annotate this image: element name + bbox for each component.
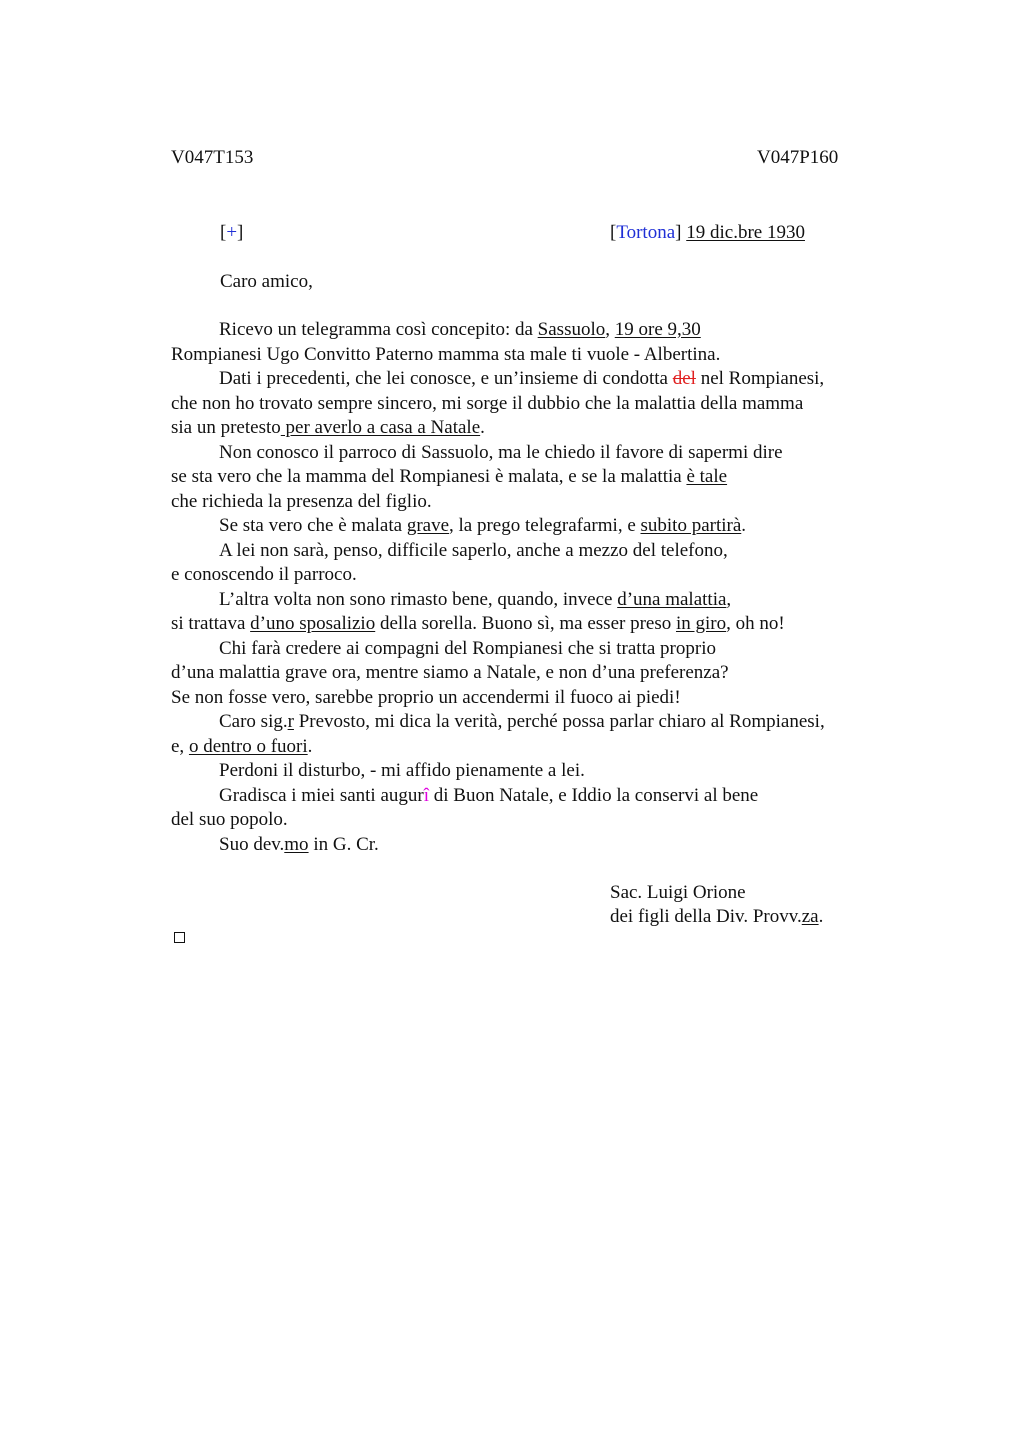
underlined-phrase: subito partirà (640, 515, 742, 536)
body-line (219, 442, 783, 464)
place-name: Tortona (616, 222, 676, 243)
body-line (219, 785, 758, 807)
body-line (219, 760, 585, 782)
signature-title (610, 906, 823, 928)
text-run: di Buon Natale, e Iddio la conservi al bene (429, 784, 759, 806)
cross-bracket-close: ] (237, 222, 244, 243)
body-line (219, 319, 701, 341)
underlined-phrase: in giro (675, 613, 727, 634)
body-line (171, 809, 288, 831)
body-line (219, 638, 716, 660)
place-bracket-close: ] (675, 222, 682, 243)
text-run: L’altra volta non sono rimasto bene, quando, invece (219, 588, 618, 610)
underlined-abbrev: r (287, 711, 294, 732)
body-line (171, 687, 681, 709)
body-line (171, 662, 729, 684)
text-run: A lei non sarà, penso, difficile saperlo, anche a mezzo del telefono, (219, 539, 728, 561)
text-run: in G. Cr. (308, 833, 379, 855)
document-code-right: V047P160 (757, 147, 839, 168)
text-run: . (480, 417, 485, 438)
end-of-document-box (174, 932, 185, 943)
underlined-time: 19 ore 9,30 (614, 319, 701, 340)
text-run: Gradisca i miei santi augur (219, 784, 424, 806)
editorial-cross (220, 222, 243, 244)
body-line (219, 834, 379, 856)
text-run: nel Rompianesi, (695, 368, 825, 389)
underlined-abbrev: za (801, 906, 819, 927)
text-run: si trattava (171, 613, 251, 634)
dateline (610, 222, 805, 244)
underlined-phrase: per averlo a casa a Natale (280, 417, 481, 438)
underlined-word: grave (406, 515, 450, 536)
deleted-word: del (672, 368, 696, 389)
text-run: dei figli della Div. Provv. (610, 906, 802, 927)
underlined-abbrev: mo (284, 833, 309, 855)
text-run: e conoscendo il parroco. (171, 564, 357, 585)
cross-symbol: + (226, 222, 238, 243)
underlined-phrase: d’uno sposalizio (250, 613, 376, 634)
body-line (171, 466, 727, 488)
text-run: Se non fosse vero, sarebbe proprio un accendermi il fuoco ai piedi! (171, 686, 681, 708)
underlined-phrase: è tale (686, 466, 728, 487)
cross-bracket-open: [ (220, 222, 227, 243)
text-run: , (605, 319, 615, 340)
text-run: Non conosco il parroco di Sassuolo, ma le chiedo il favore di sapermi dire (219, 441, 783, 463)
highlighted-letter: î (423, 784, 429, 806)
body-line (219, 515, 746, 537)
text-run: Se sta vero che è malata (219, 515, 407, 536)
text-run: Rompianesi Ugo Convitto Paterno mamma sta male ti vuole - Albertina. (171, 343, 721, 365)
body-line (219, 368, 824, 390)
text-run: , la prego telegrafarmi, e (449, 515, 641, 536)
signature-name: Sac. Luigi Orione (610, 882, 746, 903)
text-run: se sta vero che la mamma del Rompianesi è malata, e se la malattia (171, 466, 687, 487)
text-run: Chi farà credere ai compagni del Rompianesi che si tratta proprio (219, 637, 716, 659)
text-run: Perdoni il disturbo, - mi affido pienamente a lei. (219, 760, 585, 781)
document-code-left: V047T153 (171, 147, 254, 168)
body-line (219, 589, 731, 611)
text-run: del suo popolo. (171, 809, 288, 830)
underlined-place: Sassuolo (537, 319, 606, 340)
text-run: , (726, 588, 732, 610)
letter-date: 19 dic.bre 1930 (686, 222, 805, 243)
text-run: Suo dev. (219, 833, 285, 855)
text-run: . (741, 515, 747, 536)
body-line (171, 344, 720, 366)
text-run: d’una malattia grave ora, mentre siamo a Natale, e non d’una preferenza? (171, 662, 729, 683)
underlined-phrase: d’una malattia (617, 588, 727, 610)
text-run: e, (171, 735, 189, 757)
body-line (219, 540, 728, 562)
body-line (171, 491, 432, 513)
body-line (171, 736, 312, 758)
body-line (171, 393, 803, 415)
underlined-phrase: o dentro o fuori (188, 735, 308, 757)
text-run: , oh no! (726, 613, 785, 634)
text-run: della sorella. Buono sì, ma esser preso (375, 613, 676, 634)
text-run: . (818, 906, 824, 927)
text-run: sia un pretesto (171, 417, 281, 438)
text-run: Ricevo un telegramma così concepito: da (219, 319, 538, 340)
text-run: che non ho trovato sempre sincero, mi sorge il dubbio che la malattia della mamma (171, 392, 804, 414)
text-run: Caro sig. (219, 711, 288, 732)
salutation: Caro amico, (220, 271, 313, 292)
body-line (171, 417, 485, 439)
body-line (171, 613, 785, 635)
text-run: Dati i precedenti, che lei conosce, e un’insieme di condotta (219, 368, 673, 389)
body-line (219, 711, 825, 733)
body-line (171, 564, 357, 586)
text-run: che richieda la presenza del figlio. (171, 490, 432, 512)
text-run: . (307, 735, 313, 757)
place-bracket-open: [ (610, 222, 617, 243)
text-run: Prevosto, mi dica la verità, perché possa parlar chiaro al Rompianesi, (293, 711, 825, 732)
